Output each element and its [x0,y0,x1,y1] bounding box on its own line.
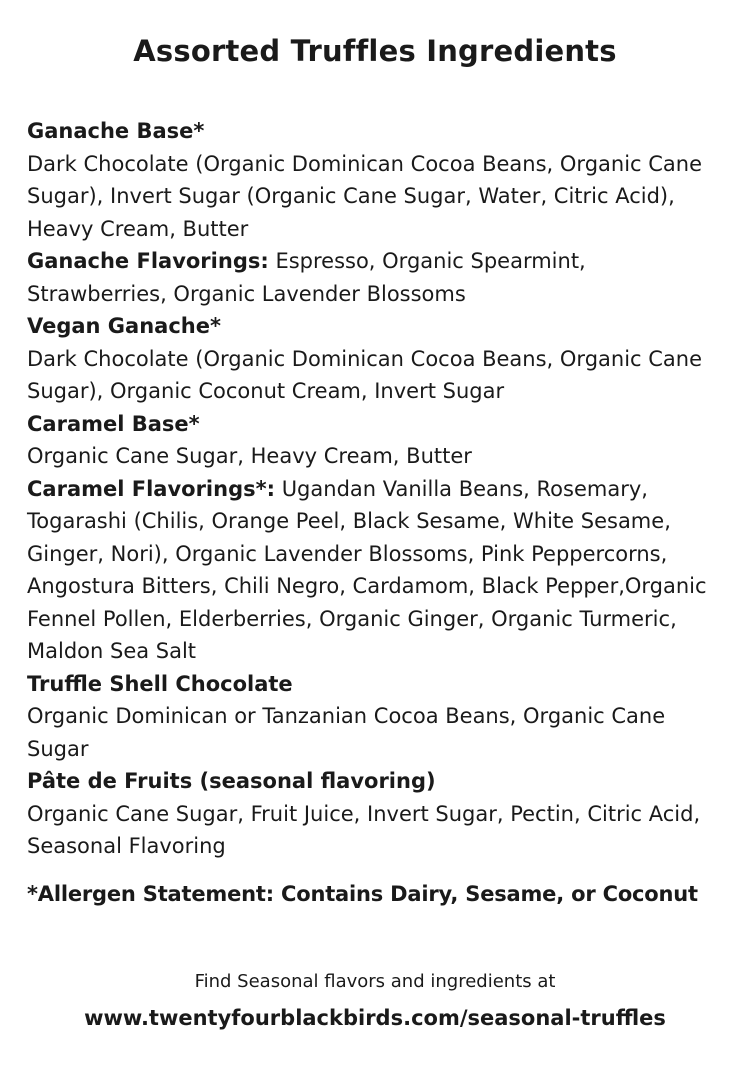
page-title: Assorted Truffles Ingredients [133,34,617,68]
section-body: Ugandan Vanilla Beans, Rosemary, Togarashi (Chilis, Orange Peel, Black Sesame, White Sesame, Ginger, Nori), Organic Lavender Blossoms, Pink Peppercorns, Angostura Bitters, Chili Negro, Cardamom, Black Pepper,Organic Fennel Pollen, Elderberries, Organic Ginger, Organic Turmeric, Maldon Sea Salt [27,476,707,663]
allergen-statement: *Allergen Statement: Contains Dairy, Sesame, or Coconut [27,882,698,906]
section-caramel-base [27,408,727,473]
section-heading: Truffle Shell Chocolate [27,671,293,696]
section-body: Organic Dominican or Tanzanian Cocoa Beans, Organic Cane Sugar [27,704,666,761]
section-heading: Caramel Flavorings*: [27,476,275,501]
footer-url-link[interactable]: www.twentyfourblackbirds.com/seasonal-truffles [84,1006,666,1030]
section-heading: Ganache Flavorings: [27,249,269,273]
section-pate-de-fruits [27,765,727,863]
section-vegan-ganache [27,310,727,408]
section-ganache-base [27,115,727,245]
section-heading: Ganache Base* [27,119,205,143]
ingredients-list [27,115,727,863]
section-heading: Pâte de Fruits (seasonal flavoring) [27,769,436,793]
section-heading: Vegan Ganache* [27,314,221,338]
section-body: Organic Cane Sugar, Fruit Juice, Invert Sugar, Pectin, Citric Acid, Seasonal Flavoring [27,801,701,858]
section-body: Organic Cane Sugar, Heavy Cream, Butter [27,444,472,468]
section-caramel-flavorings [27,473,727,668]
section-body: Dark Chocolate (Organic Dominican Cocoa Beans, Organic Cane Sugar), Invert Sugar (Organic Cane Sugar, Water, Citric Acid), Heavy Cream, Butter [27,151,703,241]
section-heading: Caramel Base* [27,411,200,436]
section-truffle-shell [27,668,727,766]
section-ganache-flavorings [27,245,727,310]
section-body: Espresso, Organic Spearmint, Strawberries, Organic Lavender Blossoms [27,249,586,306]
section-body: Dark Chocolate (Organic Dominican Cocoa Beans, Organic Cane Sugar), Organic Coconut Cream, Invert Sugar [27,346,703,403]
footer-note: Find Seasonal flavors and ingredients at [194,971,556,992]
